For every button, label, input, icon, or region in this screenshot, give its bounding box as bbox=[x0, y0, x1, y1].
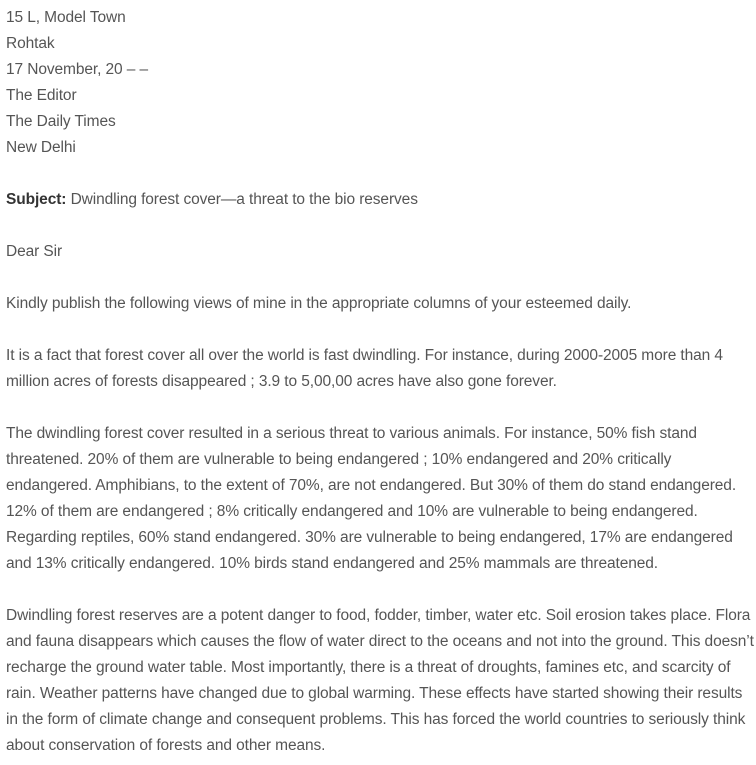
body-paragraph-2: It is a fact that forest cover all over the world is fast dwindling. For instance, during 2000-2005 more than 4 million acres of forests disappeared ; 3.9 to 5,00,00 acres have also gone forever. bbox=[6, 347, 723, 390]
body-paragraph-3: The dwindling forest cover resulted in a serious threat to various animals. For instance, 50% fish stand threatened. 20% of them are vulnerable to being endangered ; 10% endangered and 20% critically endangered. Amphibians, to the extent of 70%, are not endangered. But 30% of them do stand endangered. 12% of them are endangered ; 8% critically endangered and 10% are vulnerable to being endangered. Regarding reptiles, 60% stand endangered. 30% are vulnerable to being endangered, 17% are endangered and 13% critically endangered. 10% birds stand endangered and 25% mammals are threatened. bbox=[6, 425, 737, 572]
sender-address-line-1: 15 L, Model Town bbox=[6, 9, 126, 26]
sender-address bbox=[6, 5, 754, 57]
salutation: Dear Sir bbox=[6, 243, 63, 260]
letter-date: 17 November, 20 – – bbox=[6, 61, 148, 78]
sender-address-line-2: Rohtak bbox=[6, 35, 55, 52]
body-paragraph-4: Dwindling forest reserves are a potent danger to food, fodder, timber, water etc. Soil erosion takes place. Flora and fauna disappears which causes the flow of water direct to the oceans and not into the ground. This doesn’t recharge the ground water table. Most importantly, there is a threat of droughts, famines etc, and scarcity of rain. Weather patterns have changed due to global warming. These effects have started showing their results in the form of climate change and consequent problems. This has forced the world countries to seriously think about conservation of forests and other means. bbox=[6, 607, 754, 754]
recipient-line-1: The Editor bbox=[6, 87, 77, 104]
subject-text: Dwindling forest cover—a threat to the bio reserves bbox=[70, 191, 418, 208]
subject-label: Subject: bbox=[6, 191, 67, 208]
recipient-address bbox=[6, 83, 754, 161]
subject-line bbox=[6, 187, 754, 213]
recipient-line-2: The Daily Times bbox=[6, 113, 116, 130]
body-paragraph-1: Kindly publish the following views of mine in the appropriate columns of your esteemed daily. bbox=[6, 295, 632, 312]
recipient-line-3: New Delhi bbox=[6, 139, 76, 156]
